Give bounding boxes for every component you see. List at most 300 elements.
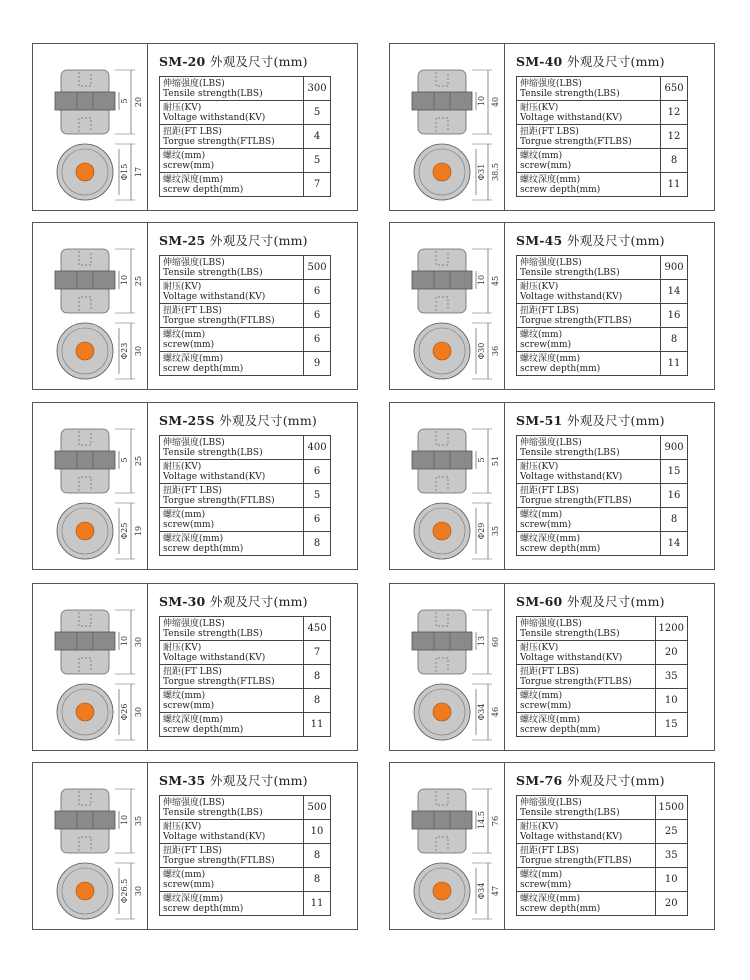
insulator-drawing xyxy=(390,403,505,569)
spec-row xyxy=(517,173,688,197)
spec-value: 8 xyxy=(304,844,331,868)
dim-bottom: 17 xyxy=(134,166,143,178)
dim-bottom: 46 xyxy=(491,706,500,718)
spec-value: 10 xyxy=(655,689,687,713)
spec-label xyxy=(160,868,304,892)
spec-label-en: screw(mm) xyxy=(163,700,215,711)
product-title xyxy=(516,411,706,429)
insulator-drawing xyxy=(33,763,148,929)
insulator-drawing xyxy=(33,403,148,569)
spec-label-cn: 螺纹(mm) xyxy=(163,329,206,340)
insulator-drawing xyxy=(33,584,148,750)
spec-label-en: screw depth(mm) xyxy=(520,903,601,914)
spec-label xyxy=(517,665,656,689)
dim-bottom: 38.5 xyxy=(491,163,500,181)
dim-diameter: Φ29 xyxy=(477,522,486,540)
spec-label xyxy=(517,460,661,484)
spec-label-en: screw depth(mm) xyxy=(163,543,244,554)
spec-label-cn: 螺纹深度(mm) xyxy=(163,353,224,364)
spec-label-cn: 螺纹深度(mm) xyxy=(520,533,581,544)
insulator-core xyxy=(76,163,94,181)
spec-label xyxy=(517,617,656,641)
spec-value: 300 xyxy=(304,77,331,101)
spec-row xyxy=(160,868,331,892)
spec-label-en: Tensile strength(LBS) xyxy=(520,88,620,99)
insulator-core xyxy=(76,342,94,360)
insulator-band xyxy=(412,632,472,650)
insulator-band xyxy=(412,451,472,469)
spec-value: 14 xyxy=(661,280,688,304)
spec-value: 11 xyxy=(304,713,331,737)
spec-value: 14 xyxy=(661,532,688,556)
dim-height: 60 xyxy=(491,636,500,648)
dim-band: 10 xyxy=(120,814,129,826)
spec-value: 500 xyxy=(304,796,331,820)
spec-row xyxy=(160,460,331,484)
spec-panel xyxy=(159,771,349,916)
title-suffix: 外观及尺寸(mm) xyxy=(210,773,308,788)
spec-row xyxy=(160,328,331,352)
spec-value: 500 xyxy=(304,256,331,280)
spec-label-en: Tensile strength(LBS) xyxy=(520,628,620,639)
spec-label-en: Tensile strength(LBS) xyxy=(520,447,620,458)
spec-label-en: Tensile strength(LBS) xyxy=(163,628,263,639)
spec-label-en: screw depth(mm) xyxy=(163,184,244,195)
spec-label-cn: 螺纹深度(mm) xyxy=(520,174,581,185)
spec-label-cn: 螺纹(mm) xyxy=(163,509,206,520)
spec-label-en: Voltage withstand(KV) xyxy=(520,291,623,302)
spec-label-cn: 耐压(KV) xyxy=(163,102,202,113)
insulator-drawing xyxy=(390,763,505,929)
spec-label-cn: 扭距(FT LBS) xyxy=(163,305,222,316)
spec-row xyxy=(517,713,688,737)
spec-label-cn: 扭距(FT LBS) xyxy=(163,485,222,496)
spec-label-cn: 耐压(KV) xyxy=(163,821,202,832)
spec-label-cn: 耐压(KV) xyxy=(520,642,559,653)
spec-label xyxy=(160,77,304,101)
product-card-sm-30 xyxy=(32,583,358,751)
spec-value: 6 xyxy=(304,280,331,304)
spec-panel xyxy=(159,231,349,376)
spec-value: 11 xyxy=(661,173,688,197)
spec-label-en: Voltage withstand(KV) xyxy=(163,471,266,482)
dim-diameter: Φ23 xyxy=(120,342,129,360)
spec-value: 8 xyxy=(661,508,688,532)
spec-value: 11 xyxy=(304,892,331,916)
spec-label-cn: 螺纹深度(mm) xyxy=(520,893,581,904)
spec-label-en: Torgue strength(FTLBS) xyxy=(520,495,632,506)
product-title xyxy=(516,771,706,789)
spec-label xyxy=(160,641,304,665)
spec-value: 9 xyxy=(304,352,331,376)
spec-label-en: Torgue strength(FTLBS) xyxy=(520,315,632,326)
spec-row xyxy=(160,617,331,641)
spec-row xyxy=(160,352,331,376)
product-title xyxy=(159,52,349,70)
drawing-panel xyxy=(390,223,505,389)
product-card-sm-51 xyxy=(389,402,715,570)
spec-label-cn: 螺纹深度(mm) xyxy=(520,714,581,725)
dim-band: 14.5 xyxy=(477,811,486,829)
product-title xyxy=(516,592,706,610)
drawing-panel xyxy=(33,403,148,569)
spec-value: 20 xyxy=(655,892,687,916)
spec-label-cn: 扭距(FT LBS) xyxy=(163,666,222,677)
spec-value: 450 xyxy=(304,617,331,641)
spec-value: 8 xyxy=(304,689,331,713)
spec-table xyxy=(159,616,331,737)
dim-band: 10 xyxy=(477,95,486,107)
spec-label-cn: 伸缩强度(LBS) xyxy=(520,78,582,89)
spec-label xyxy=(517,508,661,532)
title-suffix: 外观及尺寸(mm) xyxy=(210,233,308,248)
spec-row xyxy=(517,460,688,484)
spec-label xyxy=(517,796,656,820)
insulator-drawing xyxy=(33,44,148,210)
dim-bottom: 19 xyxy=(134,525,143,537)
spec-label-cn: 伸缩强度(LBS) xyxy=(163,257,225,268)
spec-label-en: Voltage withstand(KV) xyxy=(163,652,266,663)
spec-label xyxy=(517,77,661,101)
spec-row xyxy=(160,125,331,149)
spec-label-cn: 螺纹(mm) xyxy=(520,150,563,161)
title-suffix: 外观及尺寸(mm) xyxy=(567,773,665,788)
spec-label-en: screw depth(mm) xyxy=(520,543,601,554)
dim-height: 30 xyxy=(134,636,143,648)
product-card-sm-60 xyxy=(389,583,715,751)
spec-label-cn: 耐压(KV) xyxy=(163,281,202,292)
dim-diameter: Φ26 xyxy=(120,703,129,721)
spec-label-en: Tensile strength(LBS) xyxy=(520,807,620,818)
dim-diameter: Φ15 xyxy=(120,163,129,181)
spec-label-cn: 螺纹(mm) xyxy=(520,690,563,701)
spec-label-en: Voltage withstand(KV) xyxy=(520,471,623,482)
title-suffix: 外观及尺寸(mm) xyxy=(219,413,317,428)
spec-label-en: screw(mm) xyxy=(163,339,215,350)
spec-label xyxy=(517,125,661,149)
spec-value: 10 xyxy=(304,820,331,844)
dim-band: 10 xyxy=(120,274,129,286)
spec-label xyxy=(517,844,656,868)
spec-value: 35 xyxy=(655,844,687,868)
dim-height: 51 xyxy=(491,455,500,467)
spec-label-en: Torgue strength(FTLBS) xyxy=(163,495,275,506)
spec-row xyxy=(517,280,688,304)
spec-label xyxy=(517,149,661,173)
spec-row xyxy=(517,641,688,665)
spec-label xyxy=(517,304,661,328)
spec-label xyxy=(160,328,304,352)
insulator-band xyxy=(55,451,115,469)
dim-bottom: 36 xyxy=(491,345,500,357)
spec-row xyxy=(517,532,688,556)
dim-height: 25 xyxy=(134,275,143,287)
spec-row xyxy=(517,820,688,844)
spec-value: 5 xyxy=(304,149,331,173)
spec-label xyxy=(160,820,304,844)
spec-label-cn: 螺纹(mm) xyxy=(520,329,563,340)
spec-label xyxy=(517,689,656,713)
spec-value: 5 xyxy=(304,101,331,125)
spec-label-cn: 螺纹深度(mm) xyxy=(163,174,224,185)
spec-label-cn: 螺纹深度(mm) xyxy=(163,714,224,725)
spec-value: 1500 xyxy=(655,796,687,820)
insulator-band xyxy=(55,632,115,650)
spec-label-en: Tensile strength(LBS) xyxy=(520,267,620,278)
spec-label xyxy=(517,641,656,665)
spec-label-en: Torgue strength(FTLBS) xyxy=(520,136,632,147)
spec-value: 5 xyxy=(304,484,331,508)
spec-row xyxy=(160,713,331,737)
spec-value: 4 xyxy=(304,125,331,149)
insulator-band xyxy=(55,271,115,289)
spec-value: 650 xyxy=(661,77,688,101)
spec-label-en: screw(mm) xyxy=(163,519,215,530)
insulator-drawing xyxy=(390,44,505,210)
spec-row xyxy=(517,77,688,101)
title-suffix: 外观及尺寸(mm) xyxy=(567,54,665,69)
spec-table xyxy=(159,255,331,376)
spec-value: 900 xyxy=(661,436,688,460)
model-name: SM-45 xyxy=(516,233,567,248)
spec-row xyxy=(517,689,688,713)
spec-value: 8 xyxy=(304,532,331,556)
dim-band: 5 xyxy=(120,457,129,463)
dim-diameter: Φ25 xyxy=(120,522,129,540)
dim-diameter: Φ34 xyxy=(477,882,486,900)
spec-label-cn: 螺纹(mm) xyxy=(163,690,206,701)
spec-label-cn: 螺纹(mm) xyxy=(163,869,206,880)
spec-value: 16 xyxy=(661,484,688,508)
spec-row xyxy=(160,256,331,280)
drawing-panel xyxy=(390,44,505,210)
dim-diameter: Φ31 xyxy=(477,163,486,181)
spec-value: 6 xyxy=(304,304,331,328)
spec-label-cn: 螺纹(mm) xyxy=(163,150,206,161)
model-name: SM-40 xyxy=(516,54,567,69)
title-suffix: 外观及尺寸(mm) xyxy=(567,233,665,248)
dim-bottom: 30 xyxy=(134,706,143,718)
drawing-panel xyxy=(390,403,505,569)
dim-band: 10 xyxy=(120,635,129,647)
spec-label-cn: 伸缩强度(LBS) xyxy=(163,618,225,629)
spec-label-cn: 螺纹深度(mm) xyxy=(163,533,224,544)
spec-row xyxy=(160,844,331,868)
spec-label-cn: 螺纹深度(mm) xyxy=(163,893,224,904)
spec-value: 12 xyxy=(661,125,688,149)
spec-label-en: screw(mm) xyxy=(520,879,572,890)
spec-row xyxy=(517,665,688,689)
drawing-panel xyxy=(390,584,505,750)
product-title xyxy=(159,592,349,610)
product-card-sm-20 xyxy=(32,43,358,211)
spec-label-cn: 耐压(KV) xyxy=(520,281,559,292)
insulator-core xyxy=(76,703,94,721)
spec-label xyxy=(160,304,304,328)
spec-panel xyxy=(516,592,706,737)
spec-row xyxy=(517,256,688,280)
spec-row xyxy=(517,796,688,820)
spec-label xyxy=(160,484,304,508)
spec-row xyxy=(160,436,331,460)
spec-row xyxy=(160,149,331,173)
spec-row xyxy=(517,844,688,868)
spec-label-cn: 扭距(FT LBS) xyxy=(163,845,222,856)
spec-label-en: screw depth(mm) xyxy=(520,184,601,195)
spec-label-en: Voltage withstand(KV) xyxy=(520,112,623,123)
insulator-band xyxy=(412,271,472,289)
spec-row xyxy=(517,508,688,532)
spec-label xyxy=(160,460,304,484)
product-title xyxy=(159,771,349,789)
dim-diameter: Φ26.5 xyxy=(120,878,129,904)
spec-value: 15 xyxy=(655,713,687,737)
dim-height: 45 xyxy=(491,275,500,287)
model-name: SM-35 xyxy=(159,773,210,788)
drawing-panel xyxy=(33,223,148,389)
spec-label xyxy=(160,352,304,376)
dim-bottom: 47 xyxy=(491,885,500,897)
spec-row xyxy=(517,149,688,173)
spec-row xyxy=(160,304,331,328)
spec-label xyxy=(517,352,661,376)
spec-row xyxy=(160,508,331,532)
spec-table xyxy=(516,435,688,556)
spec-label-en: Torgue strength(FTLBS) xyxy=(163,676,275,687)
spec-label-en: Voltage withstand(KV) xyxy=(520,831,623,842)
spec-label-cn: 耐压(KV) xyxy=(520,461,559,472)
spec-label-en: Torgue strength(FTLBS) xyxy=(163,855,275,866)
spec-value: 7 xyxy=(304,641,331,665)
spec-label xyxy=(160,256,304,280)
spec-value: 8 xyxy=(661,328,688,352)
spec-panel xyxy=(159,411,349,556)
spec-value: 6 xyxy=(304,508,331,532)
spec-label-cn: 伸缩强度(LBS) xyxy=(163,437,225,448)
spec-row xyxy=(160,689,331,713)
spec-label xyxy=(160,665,304,689)
spec-label-en: screw depth(mm) xyxy=(520,363,601,374)
spec-label-en: screw(mm) xyxy=(520,160,572,171)
spec-label-en: screw(mm) xyxy=(163,879,215,890)
spec-label xyxy=(517,868,656,892)
spec-label xyxy=(160,280,304,304)
spec-label-en: Tensile strength(LBS) xyxy=(163,447,263,458)
dim-diameter: Φ34 xyxy=(477,703,486,721)
spec-panel xyxy=(516,411,706,556)
product-card-sm-25s xyxy=(32,402,358,570)
spec-label-en: Tensile strength(LBS) xyxy=(163,267,263,278)
drawing-panel xyxy=(33,584,148,750)
spec-value: 1200 xyxy=(655,617,687,641)
spec-label-cn: 螺纹深度(mm) xyxy=(520,353,581,364)
spec-table xyxy=(516,795,688,916)
dim-bottom: 35 xyxy=(491,525,500,537)
model-name: SM-76 xyxy=(516,773,567,788)
dim-height: 25 xyxy=(134,455,143,467)
spec-row xyxy=(160,101,331,125)
spec-label-en: screw(mm) xyxy=(520,519,572,530)
spec-table xyxy=(516,616,688,737)
insulator-core xyxy=(76,882,94,900)
product-card-sm-45 xyxy=(389,222,715,390)
spec-label-cn: 螺纹(mm) xyxy=(520,869,563,880)
product-title xyxy=(516,231,706,249)
spec-label xyxy=(160,844,304,868)
title-suffix: 外观及尺寸(mm) xyxy=(210,594,308,609)
dim-band: 5 xyxy=(477,457,486,463)
spec-table xyxy=(159,76,331,197)
spec-label-en: Tensile strength(LBS) xyxy=(163,88,263,99)
spec-label-cn: 扭距(FT LBS) xyxy=(520,305,579,316)
spec-value: 20 xyxy=(655,641,687,665)
insulator-drawing xyxy=(390,223,505,389)
model-name: SM-51 xyxy=(516,413,567,428)
spec-label xyxy=(160,796,304,820)
spec-label xyxy=(160,436,304,460)
spec-panel xyxy=(516,771,706,916)
spec-value: 6 xyxy=(304,328,331,352)
spec-label-en: Voltage withstand(KV) xyxy=(163,112,266,123)
spec-row xyxy=(160,484,331,508)
product-title xyxy=(159,231,349,249)
insulator-core xyxy=(433,522,451,540)
spec-label xyxy=(517,532,661,556)
insulator-core xyxy=(433,342,451,360)
spec-label xyxy=(160,689,304,713)
spec-label xyxy=(160,617,304,641)
product-title xyxy=(516,52,706,70)
spec-label xyxy=(160,508,304,532)
spec-label-en: Voltage withstand(KV) xyxy=(163,831,266,842)
spec-label-cn: 耐压(KV) xyxy=(163,461,202,472)
product-card-sm-40 xyxy=(389,43,715,211)
spec-label-cn: 伸缩强度(LBS) xyxy=(520,257,582,268)
spec-label xyxy=(160,101,304,125)
spec-panel xyxy=(516,52,706,197)
insulator-core xyxy=(433,703,451,721)
spec-value: 400 xyxy=(304,436,331,460)
spec-label-en: screw(mm) xyxy=(163,160,215,171)
spec-label-cn: 螺纹(mm) xyxy=(520,509,563,520)
insulator-drawing xyxy=(390,584,505,750)
spec-label-en: Torgue strength(FTLBS) xyxy=(520,676,632,687)
spec-label-cn: 扭距(FT LBS) xyxy=(520,666,579,677)
spec-label-cn: 扭距(FT LBS) xyxy=(163,126,222,137)
dim-diameter: Φ30 xyxy=(477,342,486,360)
model-name: SM-25 xyxy=(159,233,210,248)
insulator-core xyxy=(433,882,451,900)
title-suffix: 外观及尺寸(mm) xyxy=(567,594,665,609)
spec-value: 7 xyxy=(304,173,331,197)
spec-value: 8 xyxy=(661,149,688,173)
spec-label-cn: 扭距(FT LBS) xyxy=(520,845,579,856)
spec-row xyxy=(160,280,331,304)
spec-value: 12 xyxy=(661,101,688,125)
spec-label-cn: 伸缩强度(LBS) xyxy=(163,78,225,89)
dim-height: 40 xyxy=(491,96,500,108)
spec-table xyxy=(516,76,688,197)
spec-value: 8 xyxy=(304,868,331,892)
spec-label xyxy=(160,149,304,173)
spec-row xyxy=(160,665,331,689)
spec-label xyxy=(517,280,661,304)
model-name: SM-60 xyxy=(516,594,567,609)
insulator-band xyxy=(412,92,472,110)
spec-label-cn: 耐压(KV) xyxy=(520,102,559,113)
dim-height: 35 xyxy=(134,815,143,827)
spec-label xyxy=(517,713,656,737)
